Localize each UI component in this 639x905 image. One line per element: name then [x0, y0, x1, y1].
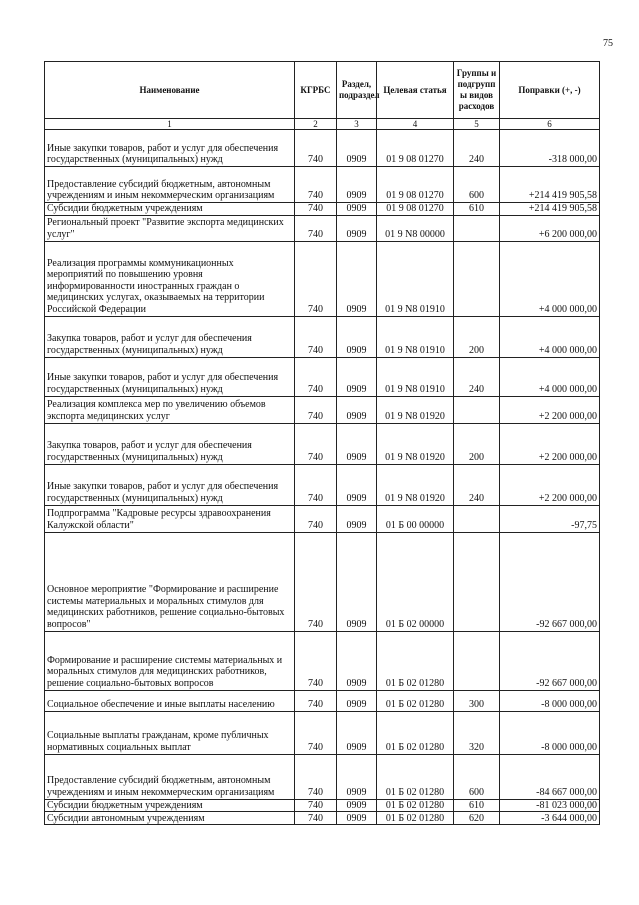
row-name: Закупка товаров, работ и услуг для обеспечения государственных (муниципальных) нужд — [45, 423, 295, 464]
row-razdel: 0909 — [337, 241, 377, 316]
table-row — [45, 423, 600, 464]
header-popravki: Поправки (+, -) — [500, 62, 600, 119]
row-amount: +2 200 000,00 — [500, 396, 600, 423]
row-celevaya: 01 9 N8 01920 — [377, 464, 454, 505]
row-name: Субсидии бюджетным учреждениям — [45, 203, 295, 216]
table-row — [45, 711, 600, 754]
row-gruppa — [454, 532, 500, 631]
row-kgrbs: 740 — [295, 631, 337, 690]
row-amount: +4 000 000,00 — [500, 316, 600, 357]
row-razdel: 0909 — [337, 203, 377, 216]
row-celevaya: 01 Б 02 01280 — [377, 812, 454, 825]
row-name: Иные закупки товаров, работ и услуг для обеспечения государственных (муниципальных) нужд — [45, 464, 295, 505]
row-name: Закупка товаров, работ и услуг для обеспечения государственных (муниципальных) нужд — [45, 316, 295, 357]
row-gruppa: 600 — [454, 167, 500, 203]
row-gruppa: 600 — [454, 754, 500, 799]
table-row — [45, 505, 600, 532]
header-gruppy: Группы и подгрупп ы видов расходов — [454, 62, 500, 119]
row-name: Реализация комплекса мер по увеличению объемов экспорта медицинских услуг — [45, 396, 295, 423]
row-amount: -3 644 000,00 — [500, 812, 600, 825]
column-number-row — [45, 119, 600, 130]
row-razdel: 0909 — [337, 316, 377, 357]
row-kgrbs: 740 — [295, 505, 337, 532]
row-razdel: 0909 — [337, 505, 377, 532]
page-number: 75 — [603, 38, 613, 49]
table-row — [45, 464, 600, 505]
table-row — [45, 203, 600, 216]
row-razdel: 0909 — [337, 754, 377, 799]
row-celevaya: 01 9 08 01270 — [377, 167, 454, 203]
row-celevaya: 01 Б 00 00000 — [377, 505, 454, 532]
row-kgrbs: 740 — [295, 130, 337, 167]
row-gruppa — [454, 241, 500, 316]
row-razdel: 0909 — [337, 396, 377, 423]
row-razdel: 0909 — [337, 130, 377, 167]
row-name: Формирование и расширение системы материальных и моральных стимулов для медицинских работников, решение социально-бытовых вопросов — [45, 631, 295, 690]
row-name: Основное мероприятие "Формирование и расширение системы материальных и моральных стимулов для медицинских работников, решение социально-бытовых вопросов" — [45, 532, 295, 631]
row-gruppa: 320 — [454, 711, 500, 754]
table-row — [45, 690, 600, 711]
row-razdel: 0909 — [337, 357, 377, 396]
row-amount: +4 000 000,00 — [500, 357, 600, 396]
row-amount: +4 000 000,00 — [500, 241, 600, 316]
row-kgrbs: 740 — [295, 690, 337, 711]
row-gruppa — [454, 505, 500, 532]
row-gruppa: 300 — [454, 690, 500, 711]
row-name: Субсидии автономным учреждениям — [45, 812, 295, 825]
column-number: 2 — [295, 119, 337, 130]
row-celevaya: 01 9 N8 01910 — [377, 316, 454, 357]
row-name: Региональный проект "Развитие экспорта медицинских услуг" — [45, 215, 295, 241]
column-number: 1 — [45, 119, 295, 130]
header-name: Наименование — [45, 62, 295, 119]
row-amount: -92 667 000,00 — [500, 532, 600, 631]
row-amount: -92 667 000,00 — [500, 631, 600, 690]
table-row — [45, 754, 600, 799]
row-celevaya: 01 Б 02 01280 — [377, 711, 454, 754]
table-body — [45, 130, 600, 825]
row-celevaya: 01 Б 02 01280 — [377, 799, 454, 812]
row-gruppa: 240 — [454, 464, 500, 505]
row-gruppa — [454, 396, 500, 423]
row-celevaya: 01 9 N8 00000 — [377, 215, 454, 241]
table-header-row — [45, 62, 600, 119]
row-razdel: 0909 — [337, 532, 377, 631]
row-amount: -97,75 — [500, 505, 600, 532]
row-razdel: 0909 — [337, 799, 377, 812]
row-kgrbs: 740 — [295, 812, 337, 825]
row-name: Подпрограмма "Кадровые ресурсы здравоохранения Калужской области" — [45, 505, 295, 532]
column-number: 3 — [337, 119, 377, 130]
row-amount: -8 000 000,00 — [500, 711, 600, 754]
row-celevaya: 01 Б 02 00000 — [377, 532, 454, 631]
table-row — [45, 130, 600, 167]
row-kgrbs: 740 — [295, 799, 337, 812]
table-row — [45, 215, 600, 241]
row-amount: +214 419 905,58 — [500, 203, 600, 216]
row-celevaya: 01 9 08 01270 — [377, 203, 454, 216]
table-row — [45, 241, 600, 316]
row-razdel: 0909 — [337, 812, 377, 825]
table-row — [45, 532, 600, 631]
row-kgrbs: 740 — [295, 711, 337, 754]
row-celevaya: 01 9 N8 01920 — [377, 423, 454, 464]
row-celevaya: 01 9 08 01270 — [377, 130, 454, 167]
row-kgrbs: 740 — [295, 532, 337, 631]
row-kgrbs: 740 — [295, 464, 337, 505]
row-kgrbs: 740 — [295, 241, 337, 316]
budget-amendments-table — [44, 61, 600, 825]
row-amount: +2 200 000,00 — [500, 423, 600, 464]
row-gruppa: 240 — [454, 130, 500, 167]
table-row — [45, 812, 600, 825]
column-number: 6 — [500, 119, 600, 130]
row-gruppa: 240 — [454, 357, 500, 396]
row-name: Социальные выплаты гражданам, кроме публичных нормативных социальных выплат — [45, 711, 295, 754]
row-name: Реализация программы коммуникационных мероприятий по повышению уровня информированности иностранных граждан о медицинских услугах, оказываемых на территории Российской Федерации — [45, 241, 295, 316]
table-row — [45, 631, 600, 690]
header-celevaya: Целевая статья — [377, 62, 454, 119]
row-amount: -318 000,00 — [500, 130, 600, 167]
row-kgrbs: 740 — [295, 203, 337, 216]
row-kgrbs: 740 — [295, 215, 337, 241]
column-number: 4 — [377, 119, 454, 130]
row-gruppa: 200 — [454, 316, 500, 357]
header-kgrbs: КГРБС — [295, 62, 337, 119]
row-kgrbs: 740 — [295, 754, 337, 799]
row-razdel: 0909 — [337, 167, 377, 203]
row-amount: +2 200 000,00 — [500, 464, 600, 505]
row-gruppa — [454, 631, 500, 690]
row-name: Предоставление субсидий бюджетным, автономным учреждениям и иным некоммерческим организациям — [45, 167, 295, 203]
row-amount: +6 200 000,00 — [500, 215, 600, 241]
row-razdel: 0909 — [337, 690, 377, 711]
row-name: Субсидии бюджетным учреждениям — [45, 799, 295, 812]
row-celevaya: 01 9 N8 01910 — [377, 357, 454, 396]
row-razdel: 0909 — [337, 631, 377, 690]
row-name: Иные закупки товаров, работ и услуг для обеспечения государственных (муниципальных) нужд — [45, 357, 295, 396]
row-razdel: 0909 — [337, 464, 377, 505]
row-kgrbs: 740 — [295, 167, 337, 203]
row-kgrbs: 740 — [295, 316, 337, 357]
row-name: Иные закупки товаров, работ и услуг для обеспечения государственных (муниципальных) нужд — [45, 130, 295, 167]
table-row — [45, 357, 600, 396]
header-razdel: Раздел, подраздел — [337, 62, 377, 119]
row-gruppa: 610 — [454, 799, 500, 812]
row-name: Социальное обеспечение и иные выплаты населению — [45, 690, 295, 711]
row-amount: -8 000 000,00 — [500, 690, 600, 711]
row-kgrbs: 740 — [295, 423, 337, 464]
row-celevaya: 01 Б 02 01280 — [377, 754, 454, 799]
row-razdel: 0909 — [337, 423, 377, 464]
row-celevaya: 01 Б 02 01280 — [377, 631, 454, 690]
row-gruppa: 620 — [454, 812, 500, 825]
row-celevaya: 01 Б 02 01280 — [377, 690, 454, 711]
row-amount: -84 667 000,00 — [500, 754, 600, 799]
row-gruppa — [454, 215, 500, 241]
table-row — [45, 396, 600, 423]
row-amount: -81 023 000,00 — [500, 799, 600, 812]
row-kgrbs: 740 — [295, 396, 337, 423]
row-kgrbs: 740 — [295, 357, 337, 396]
table-row — [45, 799, 600, 812]
row-celevaya: 01 9 N8 01920 — [377, 396, 454, 423]
table-row — [45, 316, 600, 357]
column-number: 5 — [454, 119, 500, 130]
row-gruppa: 200 — [454, 423, 500, 464]
row-amount: +214 419 905,58 — [500, 167, 600, 203]
row-name: Предоставление субсидий бюджетным, автономным учреждениям и иным некоммерческим организациям — [45, 754, 295, 799]
row-celevaya: 01 9 N8 01910 — [377, 241, 454, 316]
row-gruppa: 610 — [454, 203, 500, 216]
row-razdel: 0909 — [337, 711, 377, 754]
table-row — [45, 167, 600, 203]
row-razdel: 0909 — [337, 215, 377, 241]
